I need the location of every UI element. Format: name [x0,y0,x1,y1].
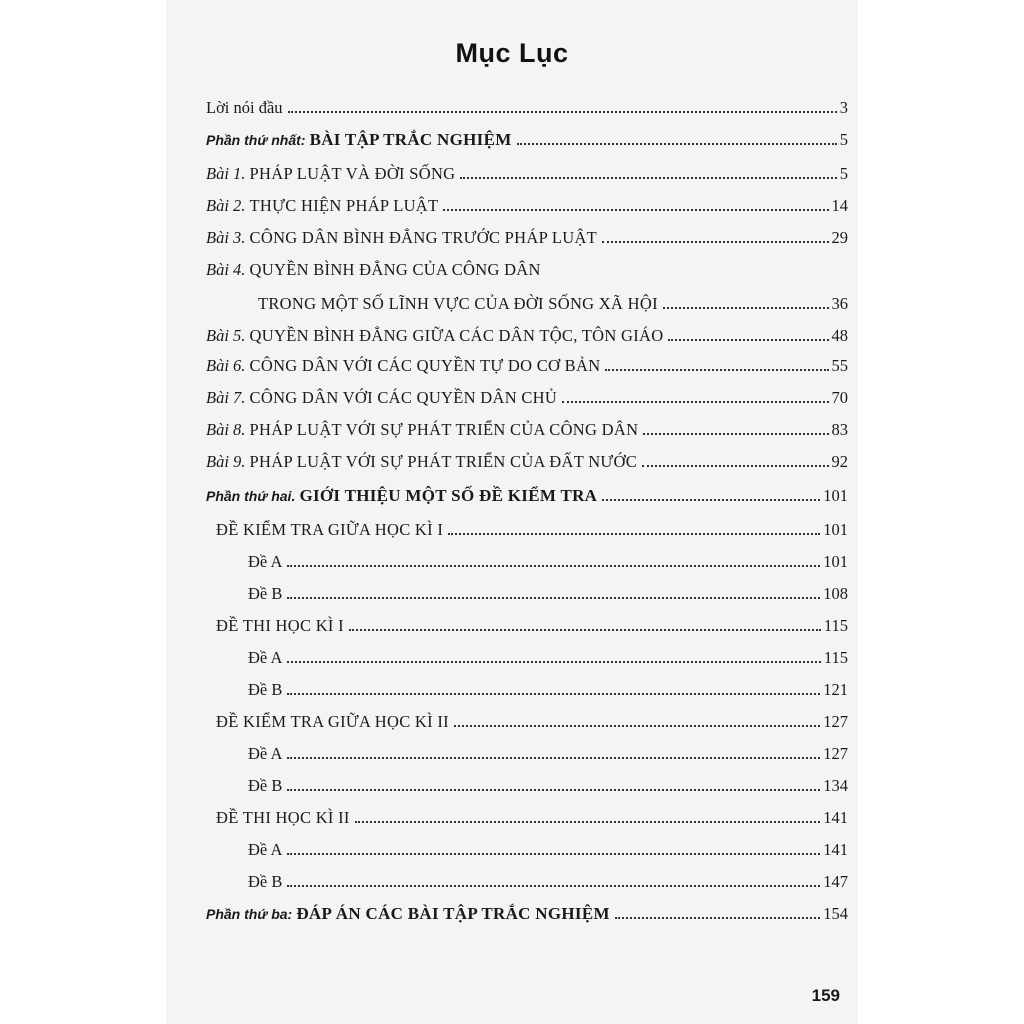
exam-variant-title: Đề A [248,840,283,859]
toc-entry-intro [206,88,848,118]
page-title: Mục Lục [455,38,569,68]
toc-page-number: 115 [823,648,848,667]
toc-page-number: 127 [823,744,848,763]
dot-leader [287,661,820,663]
part-title: BÀI TẬP TRẮC NGHIỆM [309,130,512,149]
exam-title: ĐỀ THI HỌC KÌ I [216,616,344,635]
dot-leader [287,853,820,855]
toc-page-number: 3 [839,98,848,117]
toc-entry-lesson [206,346,848,376]
toc-page-number: 48 [831,326,848,345]
lesson-title: THỰC HIỆN PHÁP LUẬT [249,196,439,215]
toc-page-number: 141 [823,808,848,827]
toc-entry-exam-variant [248,542,848,572]
exam-variant-title: Đề B [248,584,283,603]
dot-leader [287,693,820,695]
toc-page-number: 5 [839,164,848,183]
dot-leader [287,757,820,759]
toc-entry-exam-variant [248,862,848,892]
lesson-title: CÔNG DÂN BÌNH ĐẲNG TRƯỚC PHÁP LUẬT [249,228,598,247]
part-label: Phần thứ hai. [206,488,296,504]
exam-variant-title: Đề A [248,744,283,763]
lesson-label: Bài 2. [206,196,246,215]
dot-leader [287,885,820,887]
part-title: ĐÁP ÁN CÁC BÀI TẬP TRẮC NGHIỆM [296,904,610,923]
toc-page-number: 36 [831,294,848,313]
dot-leader [454,725,820,727]
toc-entry-exam-variant [248,734,848,764]
toc-page-number: 154 [823,904,848,923]
lesson-title: CÔNG DÂN VỚI CÁC QUYỀN TỰ DO CƠ BẢN [249,356,601,375]
toc-entry-exam-variant [248,766,848,796]
toc-page-number: 121 [823,680,848,699]
exam-title: ĐỀ THI HỌC KÌ II [216,808,350,827]
toc-page-number: 101 [823,520,848,539]
toc-entry-exam [216,606,848,636]
toc-page-number: 147 [823,872,848,891]
dot-leader [602,499,820,501]
toc-entry-lesson [206,316,848,346]
lesson-title: PHÁP LUẬT VÀ ĐỜI SỐNG [249,164,456,183]
toc-page-number: 115 [823,616,848,635]
exam-variant-title: Đề B [248,680,283,699]
dot-leader [460,177,836,179]
lesson-label: Bài 9. [206,452,246,471]
dot-leader [642,465,828,467]
toc-entry-lesson [206,218,848,248]
dot-leader [615,917,820,919]
toc-entry-text: Lời nói đầu [206,98,283,117]
lesson-label: Bài 1. [206,164,246,183]
dot-leader [287,565,820,567]
dot-leader [643,433,828,435]
lesson-title: QUYỀN BÌNH ĐẲNG CỦA CÔNG DÂN [249,260,541,279]
toc-page-number: 141 [823,840,848,859]
exam-variant-title: Đề B [248,872,283,891]
toc-entry-exam [216,798,848,828]
exam-variant-title: Đề A [248,648,283,667]
toc-entry-lesson [206,378,848,408]
toc-page-number: 14 [831,196,848,215]
dot-leader [443,209,828,211]
toc-entry-lesson-continuation [258,284,848,314]
toc-part-heading [206,476,848,506]
lesson-label: Bài 4. [206,260,246,279]
lesson-title: PHÁP LUẬT VỚI SỰ PHÁT TRIỂN CỦA CÔNG DÂN [249,420,639,439]
dot-leader [288,111,837,113]
toc-entry-exam [216,702,848,732]
dot-leader [448,533,820,535]
toc-entry-lesson [206,186,848,216]
dot-leader [349,629,821,631]
dot-leader [287,789,820,791]
dot-leader [517,143,837,145]
lesson-title: PHÁP LUẬT VỚI SỰ PHÁT TRIỂN CỦA ĐẤT NƯỚC [249,452,638,471]
toc-entry-exam [216,510,848,540]
toc-part-heading [206,894,848,924]
lesson-label: Bài 7. [206,388,246,407]
part-label: Phần thứ ba: [206,906,293,922]
exam-title: ĐỀ KIỂM TRA GIỮA HỌC KÌ I [216,520,444,539]
toc-page-number: 5 [839,130,848,149]
toc-page-number: 101 [823,486,848,505]
toc-entry-exam-variant [248,830,848,860]
part-title: GIỚI THIỆU MỘT SỐ ĐỀ KIỂM TRA [299,486,598,505]
lesson-title: QUYỀN BÌNH ĐẲNG GIỮA CÁC DÂN TỘC, TÔN GIÁO [249,326,664,345]
toc-page-number: 108 [823,584,848,603]
toc-entry-lesson [206,442,848,472]
lesson-label: Bài 3. [206,228,246,247]
toc-entry-lesson [206,154,848,184]
toc-page-number: 127 [823,712,848,731]
toc-page-number: 92 [831,452,848,471]
toc-page-number: 134 [823,776,848,795]
dot-leader [605,369,828,371]
toc-page-number: 70 [831,388,848,407]
toc-page-number: 83 [831,420,848,439]
toc-entry-exam-variant [248,574,848,604]
toc-entry-exam-variant [248,670,848,700]
exam-variant-title: Đề B [248,776,283,795]
exam-variant-title: Đề A [248,552,283,571]
exam-title: ĐỀ KIỂM TRA GIỮA HỌC KÌ II [216,712,449,731]
dot-leader [562,401,828,403]
dot-leader [287,597,820,599]
toc-page-number: 101 [823,552,848,571]
dot-leader [602,241,828,243]
dot-leader [663,307,829,309]
toc-page-number: 55 [831,356,848,375]
toc-entry-exam-variant [248,638,848,668]
toc-part-heading [206,120,848,150]
lesson-title: CÔNG DÂN VỚI CÁC QUYỀN DÂN CHỦ [249,388,558,407]
toc-entry-lesson [206,250,848,280]
lesson-label: Bài 8. [206,420,246,439]
lesson-label: Bài 5. [206,326,246,345]
part-label: Phần thứ nhất: [206,132,306,148]
lesson-label: Bài 6. [206,356,246,375]
page-number: 159 [811,986,840,1005]
toc-page-number: 29 [831,228,848,247]
toc-entry-lesson [206,410,848,440]
lesson-title: TRONG MỘT SỐ LĨNH VỰC CỦA ĐỜI SỐNG XÃ HỘI [258,294,658,313]
dot-leader [355,821,821,823]
book-page [166,0,858,1024]
dot-leader [668,339,828,341]
